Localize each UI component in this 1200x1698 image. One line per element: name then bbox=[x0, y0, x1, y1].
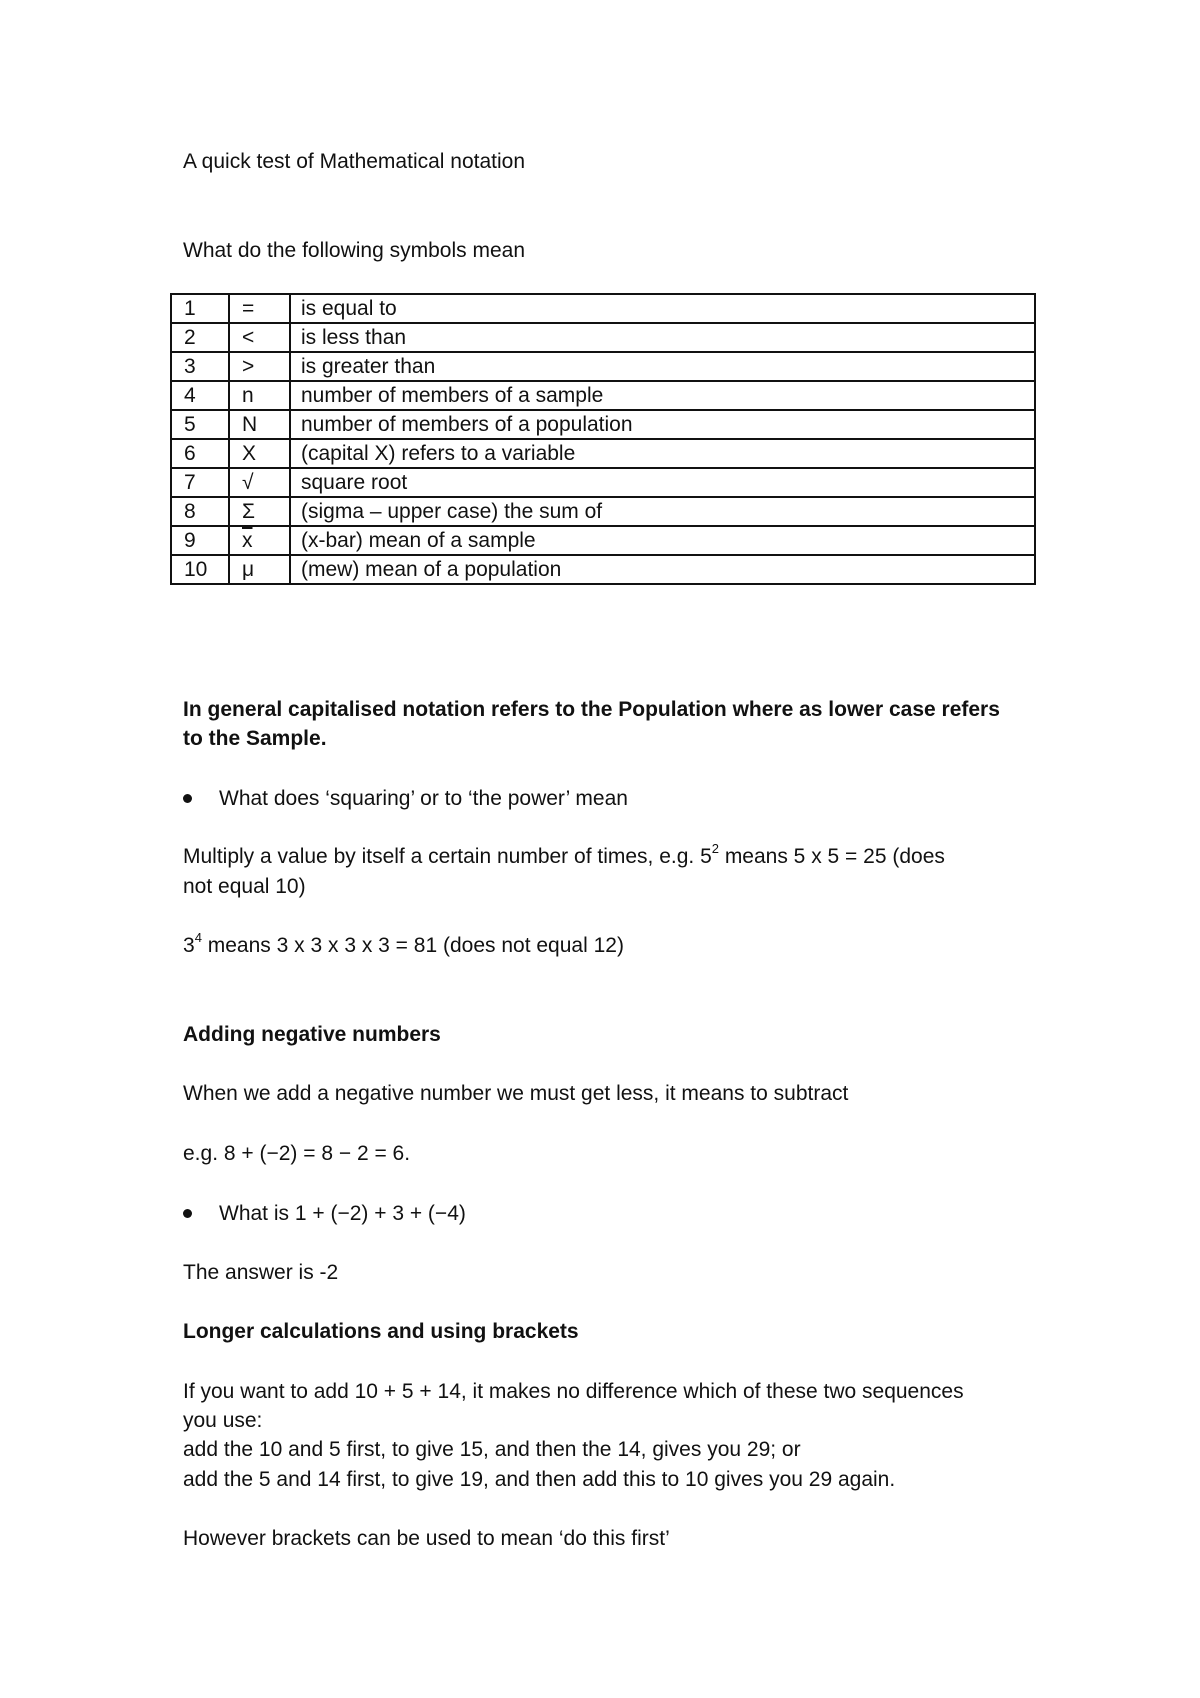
symbol-number: 7 bbox=[171, 468, 229, 497]
squaring-line-1 bbox=[183, 843, 945, 871]
negative-example: e.g. 8 + (−2) = 8 − 2 = 6. bbox=[183, 1142, 411, 1165]
power-rest: means 3 x 3 x 3 x 3 = 81 (does not equal 12) bbox=[201, 934, 624, 957]
symbol-meaning: (capital X) refers to a variable bbox=[290, 439, 1035, 468]
symbols-table-row bbox=[171, 555, 1035, 584]
negative-explain: When we add a negative number we must get less, it means to subtract bbox=[183, 1082, 849, 1105]
brackets-line-4: add the 5 and 14 first, to give 19, and then add this to 10 gives you 29 again. bbox=[183, 1468, 896, 1491]
symbol-number: 5 bbox=[171, 410, 229, 439]
general-note-line-1: In general capitalised notation refers to the Population where as lower case refers bbox=[183, 698, 1000, 721]
symbol-glyph: n bbox=[229, 381, 290, 410]
symbol-number: 6 bbox=[171, 439, 229, 468]
symbol-meaning: number of members of a sample bbox=[290, 381, 1035, 410]
symbol-glyph: = bbox=[229, 294, 290, 323]
symbols-table bbox=[170, 293, 1036, 585]
symbol-number: 2 bbox=[171, 323, 229, 352]
symbol-number: 9 bbox=[171, 526, 229, 555]
heading-negative-numbers: Adding negative numbers bbox=[183, 1023, 441, 1046]
symbols-table-row bbox=[171, 381, 1035, 410]
symbols-table-row bbox=[171, 294, 1035, 323]
symbol-number: 1 bbox=[171, 294, 229, 323]
general-note-line-2: to the Sample. bbox=[183, 727, 327, 750]
symbols-table-row bbox=[171, 497, 1035, 526]
heading-brackets: Longer calculations and using brackets bbox=[183, 1320, 579, 1343]
brackets-line-5: However brackets can be used to mean ‘do this first’ bbox=[183, 1527, 670, 1550]
squaring-text-b: means 5 x 5 = 25 (does bbox=[718, 845, 945, 868]
question-text: What do the following symbols mean bbox=[183, 239, 525, 262]
symbols-table-row bbox=[171, 410, 1035, 439]
symbols-table-row bbox=[171, 526, 1035, 555]
power-superscript: 4 bbox=[194, 930, 202, 945]
power-base: 3 bbox=[183, 934, 195, 957]
bullet-icon bbox=[183, 794, 192, 803]
symbol-number: 4 bbox=[171, 381, 229, 410]
squaring-text-a: Multiply a value by itself a certain number of times, e.g. 5 bbox=[183, 845, 712, 868]
symbol-number: 8 bbox=[171, 497, 229, 526]
brackets-line-1: If you want to add 10 + 5 + 14, it makes no difference which of these two sequences bbox=[183, 1380, 964, 1403]
squaring-line-2: not equal 10) bbox=[183, 875, 306, 898]
symbols-table-row bbox=[171, 352, 1035, 381]
symbol-glyph: μ bbox=[229, 555, 290, 584]
bullet-negative: What is 1 + (−2) + 3 + (−4) bbox=[219, 1202, 466, 1225]
symbol-glyph: > bbox=[229, 352, 290, 381]
power-example bbox=[183, 932, 624, 960]
brackets-line-2: you use: bbox=[183, 1409, 263, 1432]
symbol-meaning: (sigma – upper case) the sum of bbox=[290, 497, 1035, 526]
symbol-meaning: (mew) mean of a population bbox=[290, 555, 1035, 584]
bullet-squaring: What does ‘squaring’ or to ‘the power’ mean bbox=[219, 787, 628, 810]
symbol-number: 3 bbox=[171, 352, 229, 381]
symbol-meaning: is greater than bbox=[290, 352, 1035, 381]
symbols-table-row bbox=[171, 468, 1035, 497]
symbol-glyph: < bbox=[229, 323, 290, 352]
symbol-glyph: X bbox=[229, 439, 290, 468]
symbol-glyph: Σ bbox=[229, 497, 290, 526]
symbol-meaning: is equal to bbox=[290, 294, 1035, 323]
document-title: A quick test of Mathematical notation bbox=[183, 150, 526, 173]
symbol-glyph: √ bbox=[229, 468, 290, 497]
symbol-meaning: (x-bar) mean of a sample bbox=[290, 526, 1035, 555]
squaring-superscript: 2 bbox=[711, 841, 719, 856]
brackets-line-3: add the 10 and 5 first, to give 15, and then the 14, gives you 29; or bbox=[183, 1438, 801, 1461]
symbols-table-row bbox=[171, 439, 1035, 468]
symbol-glyph: N bbox=[229, 410, 290, 439]
negative-answer: The answer is -2 bbox=[183, 1261, 339, 1284]
symbol-meaning: is less than bbox=[290, 323, 1035, 352]
symbol-glyph: $\overline{x}$ bbox=[229, 526, 290, 555]
bullet-icon bbox=[183, 1209, 192, 1218]
symbols-table-row bbox=[171, 323, 1035, 352]
symbol-meaning: square root bbox=[290, 468, 1035, 497]
symbol-meaning: number of members of a population bbox=[290, 410, 1035, 439]
symbol-number: 10 bbox=[171, 555, 229, 584]
